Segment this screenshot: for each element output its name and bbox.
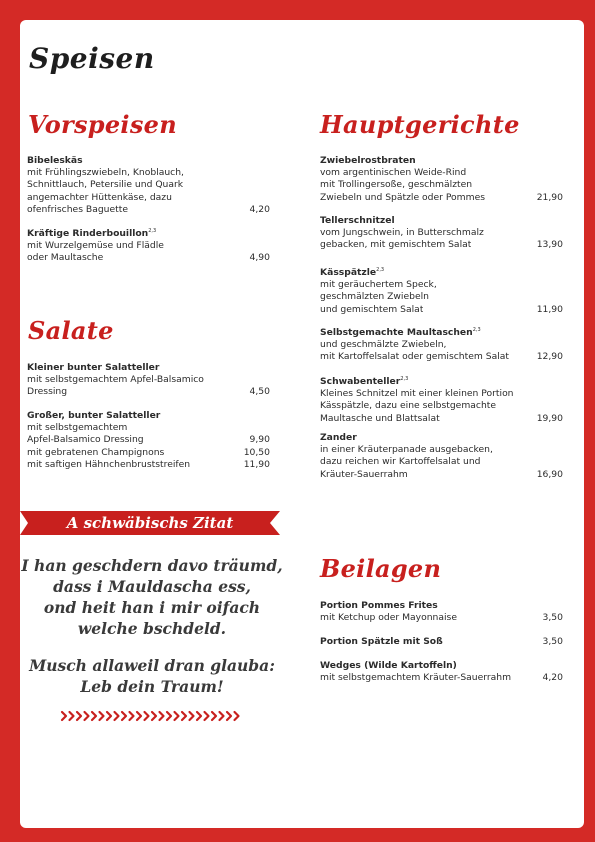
menu-item-description-text: Schnittlauch, Petersilie und Quark [27, 179, 184, 191]
menu-item-description-text: mit selbstgemachtem [27, 422, 128, 434]
menu-item-name [320, 660, 563, 672]
menu-item-description-text: mit Wurzelgemüse und Flädle [27, 240, 164, 252]
menu-item-name [320, 600, 563, 612]
menu-item-description [27, 434, 270, 446]
menu-item-description-text: mit selbstgemachtem Kräuter-Sauerrahm [320, 672, 512, 684]
menu-item-description [27, 374, 270, 386]
menu-item [27, 155, 270, 216]
menu-item-description [320, 192, 563, 204]
motto-line: Musch allaweil dran glauba: [29, 656, 275, 675]
menu-item-description-text: mit selbstgemachtem Apfel-Balsamico [27, 374, 204, 386]
menu-item-description [320, 612, 563, 624]
menu-item-price: 4,50 [249, 386, 270, 398]
allergen-note: 2,3 [472, 327, 481, 333]
menu-item-price: 4,20 [542, 672, 563, 684]
menu-item-name [27, 155, 270, 167]
quote-line: dass i Mauldascha ess, [53, 577, 251, 596]
menu-item-name-text: Kleiner bunter Salatteller [27, 362, 160, 373]
menu-item-name-text: Wedges (Wilde Kartoffeln) [320, 660, 457, 671]
menu-item-price: 21,90 [536, 191, 563, 203]
menu-item-description-text: Kässpätzle, dazu eine selbstgemachte [320, 400, 497, 412]
menu-item-description-text: mit saftigen Hähnchenbruststreifen [27, 458, 191, 470]
menu-item-description-text: vom Jungschwein, in Butterschmalz [320, 227, 484, 239]
menu-item-description [320, 179, 563, 191]
quote-line: ond heit han i mir oifach [43, 598, 261, 617]
menu-item-name-text: Großer, bunter Salatteller [27, 410, 161, 421]
menu-item [320, 660, 563, 684]
menu-item-description [27, 459, 270, 471]
page-title: Speisen [29, 42, 155, 75]
menu-item-name-text: Portion Spätzle mit Soß [320, 636, 443, 647]
quote-line: welche bschdeld. [77, 619, 227, 638]
menu-item-description-text: angemachter Hüttenkäse, dazu [27, 191, 172, 203]
menu-item-name [320, 215, 563, 227]
menu-item [320, 324, 563, 364]
menu-item-description-text: gebacken, mit gemischtem Salat [320, 239, 472, 251]
menu-item-description [320, 456, 563, 468]
menu-item-description-text: vom argentinischen Weide-Rind [320, 167, 467, 179]
menu-item-description-text: mit Ketchup oder Mayonnaise [320, 612, 457, 624]
menu-item [27, 410, 270, 471]
menu-item-description-text: Apfel-Balsamico Dressing [27, 434, 144, 446]
section-title-beilagen: Beilagen [320, 554, 442, 583]
menu-item-name-text: Kässpätzle [320, 267, 377, 278]
section-title-vorspeisen: Vorspeisen [28, 110, 177, 139]
section-title-hauptgerichte: Hauptgerichte [320, 110, 520, 139]
menu-item [27, 225, 270, 265]
quote-text [20, 555, 284, 639]
menu-item-description-text: und gemischtem Salat [320, 303, 424, 315]
menu-item-name-text: Zwiebelrostbraten [320, 155, 416, 166]
menu-item [320, 264, 563, 316]
allergen-note: 2,3 [376, 267, 385, 273]
menu-item-name [320, 264, 563, 279]
menu-item-name-text: Schwabenteller [320, 376, 401, 387]
menu-item-description [320, 672, 563, 684]
menu-item-description [27, 386, 270, 398]
chevron-divider-icon [58, 710, 248, 722]
menu-item-price: 11,90 [243, 458, 270, 470]
menu-item [320, 373, 563, 425]
menu-item-description-text: Maultasche und Blattsalat [320, 412, 440, 424]
menu-item-description [320, 279, 563, 291]
menu-item-description-text: mit Frühlingszwiebeln, Knoblauch, [27, 167, 184, 179]
menu-item-price: 19,90 [536, 412, 563, 424]
menu-item-name-text: Selbstgemachte Maultaschen [320, 327, 473, 338]
menu-item-description [320, 339, 563, 351]
menu-item-description-text: oder Maultasche [27, 252, 104, 264]
quote-banner [20, 509, 280, 537]
menu-item [27, 362, 270, 399]
menu-item-description [27, 240, 270, 252]
quote-line: I han geschdern davo träumd, [21, 556, 283, 575]
menu-item-description [27, 204, 270, 216]
section-title-salate: Salate [28, 316, 114, 345]
menu-item-description-text: mit Trollingersoße, geschmälzten [320, 179, 473, 191]
menu-item-name-text: Kräftige Rinderbouillon [27, 228, 149, 239]
menu-item-description [320, 388, 563, 400]
menu-item-price: 3,50 [542, 636, 563, 647]
menu-item-description-text: geschmälzten Zwiebeln [320, 291, 429, 303]
menu-item-description [320, 469, 563, 481]
menu-item-name-text: Zander [320, 432, 357, 443]
menu-item-description-text: mit gebratenen Champignons [27, 446, 165, 458]
quote-banner-label: A schwäbischs Zitat [66, 514, 234, 532]
menu-item-description [27, 252, 270, 264]
menu-item-description [320, 227, 563, 239]
menu-item-description [320, 239, 563, 251]
menu-item-name-text: Tellerschnitzel [320, 215, 395, 226]
allergen-note: 2,3 [148, 228, 157, 234]
menu-item-description-text: dazu reichen wir Kartoffelsalat und [320, 456, 481, 468]
menu-item-price: 3,50 [542, 612, 563, 624]
menu-item-price: 9,90 [249, 434, 270, 446]
menu-item-description [27, 179, 270, 191]
menu-item [320, 432, 563, 481]
menu-item-name [320, 636, 537, 648]
menu-item-description [320, 291, 563, 303]
menu-item-description-text: Kleines Schnitzel mit einer kleinen Portion [320, 388, 514, 400]
menu-item-name [320, 155, 563, 167]
menu-item-name-text: Portion Pommes Frites [320, 600, 438, 611]
motto-line: Leb dein Traum! [80, 677, 224, 696]
menu-item-description-text: mit Kartoffelsalat oder gemischtem Salat [320, 351, 509, 363]
menu-item-description [320, 167, 563, 179]
menu-item-description [27, 422, 270, 434]
menu-item-name [320, 432, 563, 444]
menu-item-description [27, 192, 270, 204]
menu-page [20, 20, 584, 828]
allergen-note: 2,3 [400, 376, 409, 382]
menu-item-name [320, 373, 563, 388]
menu-item-description-text: mit geräuchertem Speck, [320, 279, 437, 291]
menu-item-description [27, 167, 270, 179]
menu-item-name [27, 362, 270, 374]
menu-item-description [320, 400, 563, 412]
menu-item-price: 4,20 [249, 203, 270, 215]
menu-item-name [27, 410, 270, 422]
menu-item-name-text: Bibeleskäs [27, 155, 83, 166]
menu-item-price: 10,50 [243, 446, 270, 458]
menu-item-description [320, 413, 563, 425]
menu-item-description [27, 447, 270, 459]
menu-item-description [320, 304, 563, 316]
menu-item [320, 155, 563, 204]
menu-item-price: 13,90 [536, 239, 563, 251]
menu-item-price: 16,90 [536, 468, 563, 480]
quote-motto [20, 655, 284, 697]
menu-item-name [27, 225, 270, 240]
menu-item [320, 600, 563, 624]
menu-item-description-text: Zwiebeln und Spätzle oder Pommes [320, 191, 486, 203]
menu-item-name [320, 324, 563, 339]
menu-item-description-text: und geschmälzte Zwiebeln, [320, 339, 447, 351]
menu-item-description-text: Kräuter-Sauerrahm [320, 468, 408, 480]
menu-item-price: 4,90 [249, 252, 270, 264]
menu-item-description-text: ofenfrisches Baguette [27, 203, 129, 215]
menu-item-line [320, 636, 563, 648]
menu-item-description [320, 351, 563, 363]
menu-item-description-text: in einer Kräuterpanade ausgebacken, [320, 444, 493, 456]
menu-item [320, 215, 563, 252]
menu-item-price: 11,90 [536, 303, 563, 315]
menu-item-description-text: Dressing [27, 386, 68, 398]
menu-item-description [320, 444, 563, 456]
menu-item [320, 636, 563, 648]
menu-item-price: 12,90 [536, 351, 563, 363]
